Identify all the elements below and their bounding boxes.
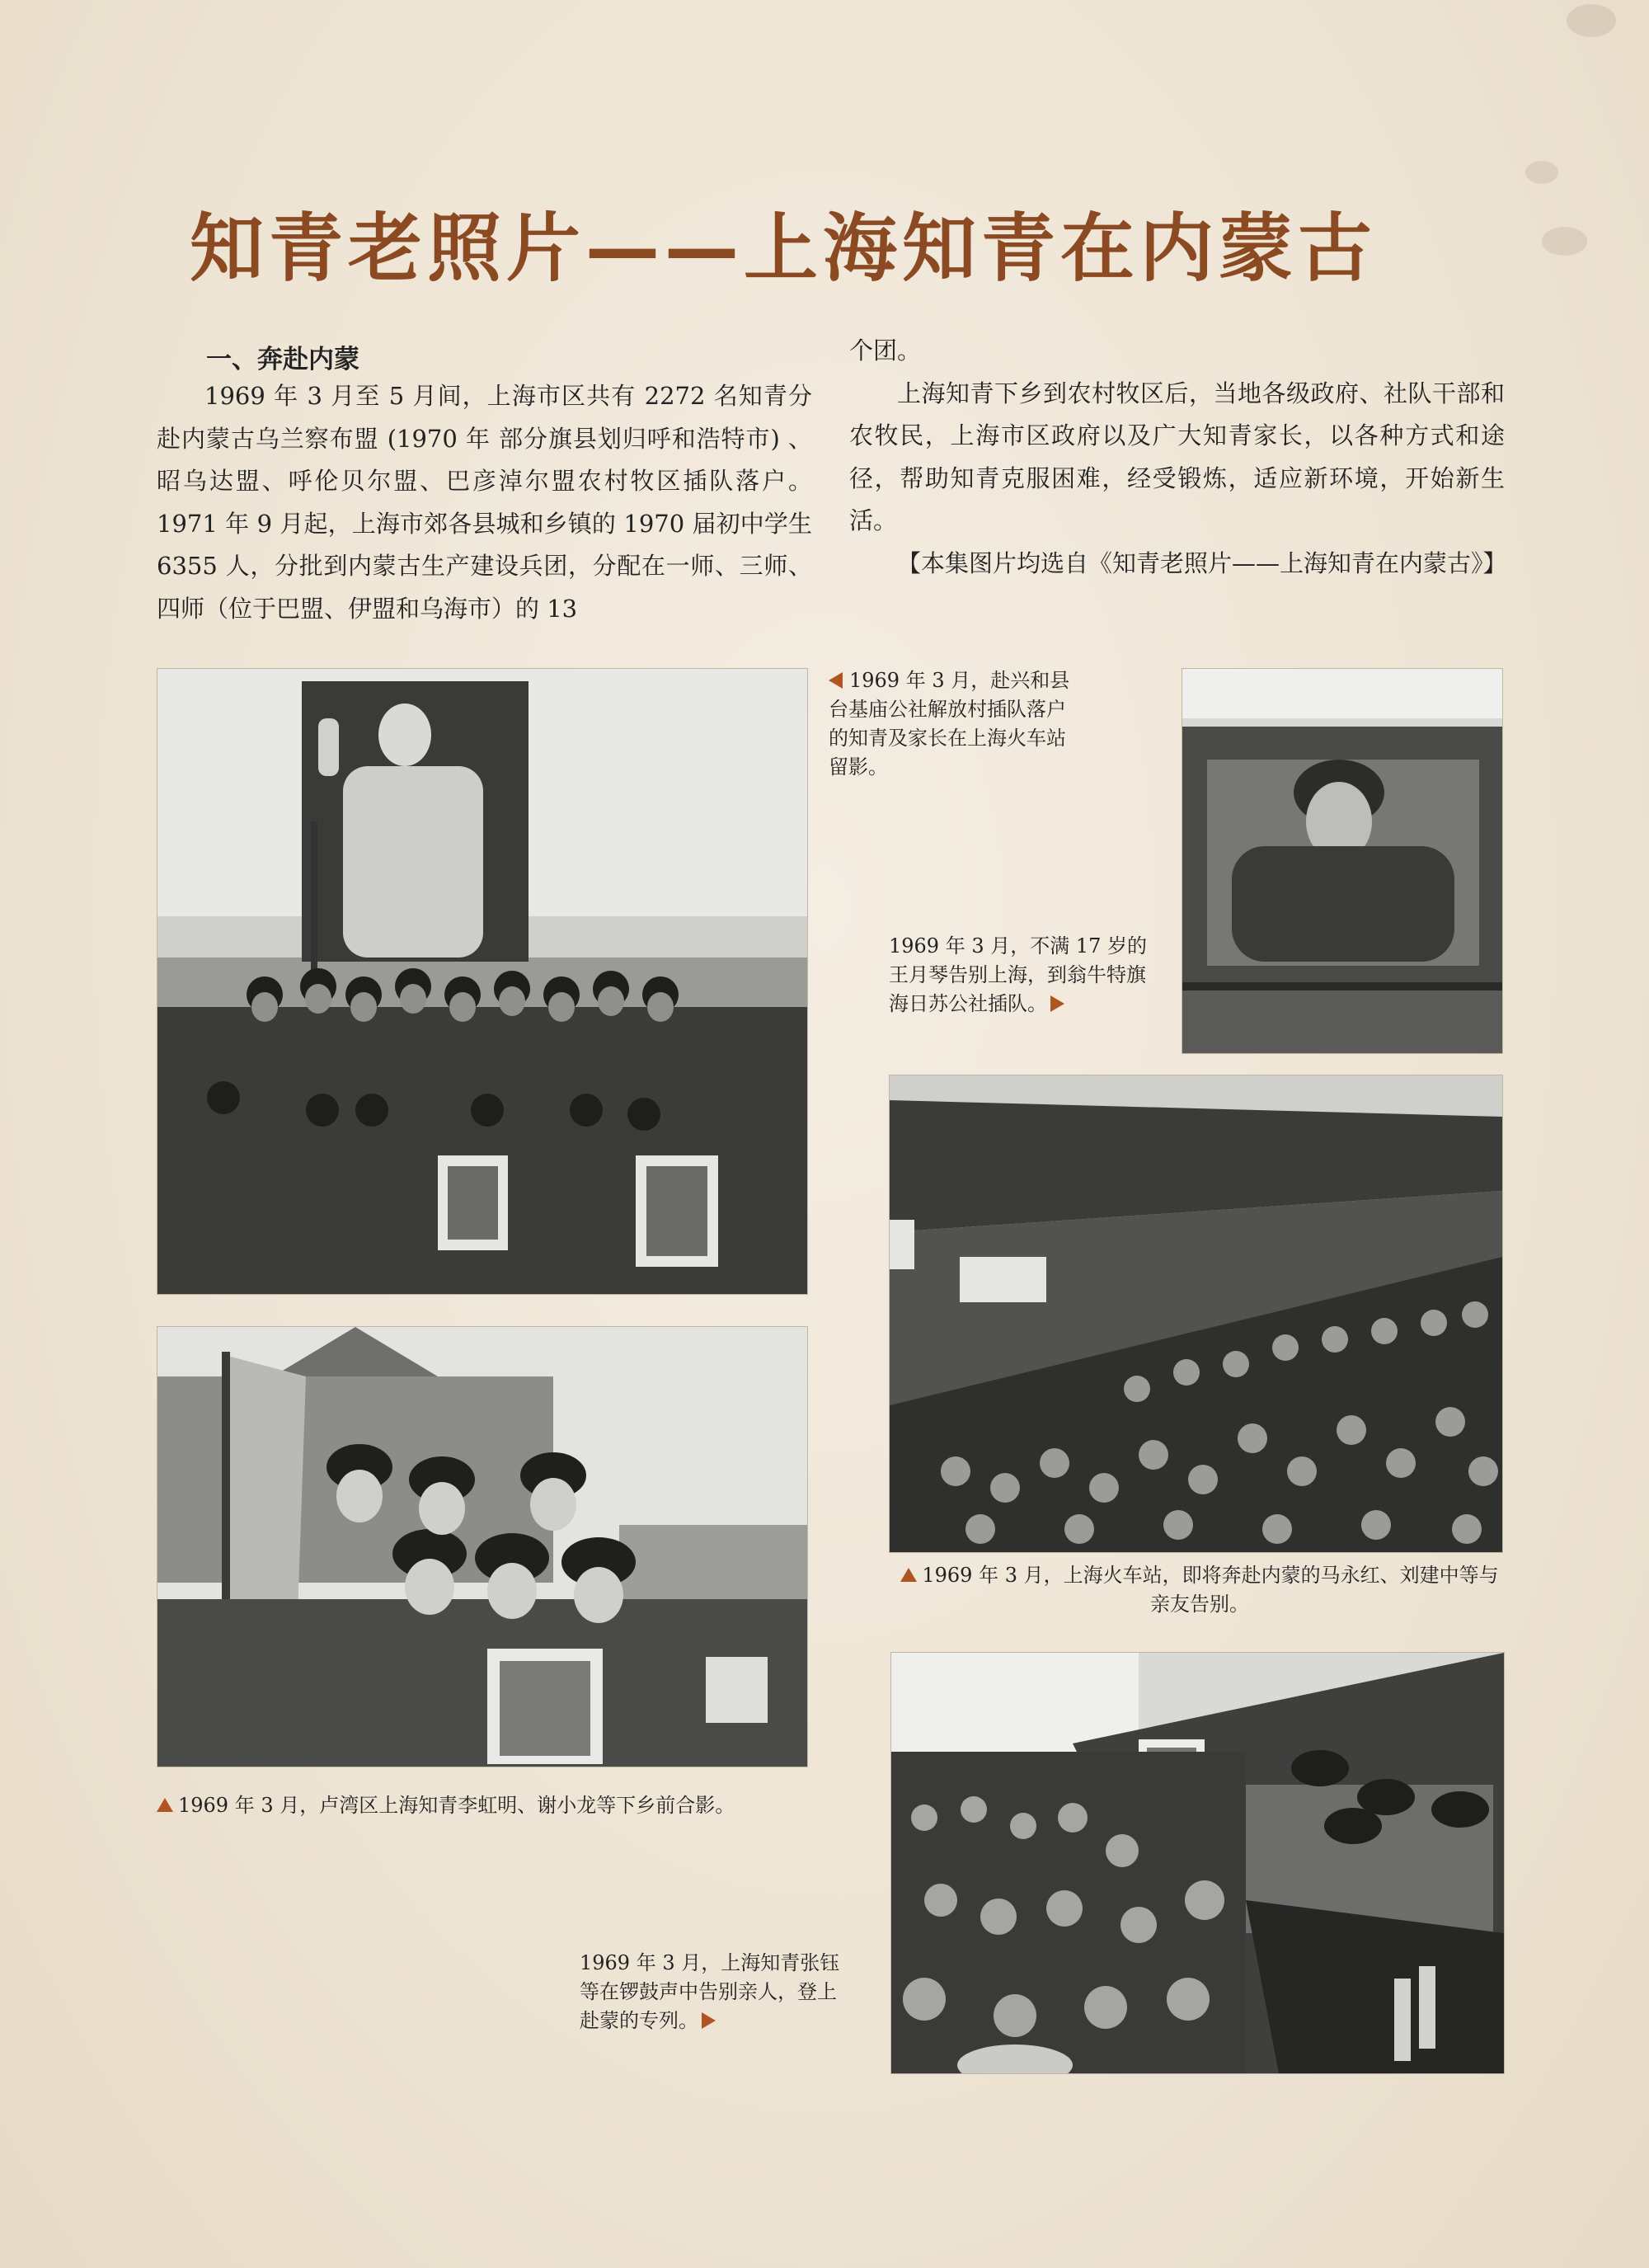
continuation-text: 个团。 [849, 336, 922, 365]
photo-train-farewell [889, 1075, 1503, 1553]
photo-luwan-group [157, 1326, 808, 1767]
caption-girl-window: 1969 年 3 月，不满 17 岁的王月琴告别上海，到翁牛特旗海日苏公社插队。 [889, 932, 1161, 1019]
right-column [849, 330, 1505, 585]
section-heading: 一、奔赴内蒙 [206, 345, 359, 374]
paper-stain [1567, 4, 1616, 37]
photo-drum-sendoff-image [891, 1653, 1504, 2073]
caption-station-group: 1969 年 3 月，赴兴和县台基庙公社解放村插队落户的知青及家长在上海火车站留影。 [829, 666, 1072, 782]
paper-stain [1525, 161, 1558, 184]
caption-drum-sendoff: 1969 年 3 月，上海知青张钰等在锣鼓声中告别亲人，登上赴蒙的专列。 [580, 1949, 852, 2035]
photo-girl-window-image [1182, 669, 1502, 1053]
caption-train-farewell: 1969 年 3 月，上海火车站，即将奔赴内蒙的马永红、刘建中等与亲友告别。 [895, 1561, 1505, 1619]
photo-girl-window [1182, 668, 1503, 1054]
photo-station-group-image [157, 669, 807, 1294]
photo-luwan-group-image [157, 1327, 807, 1767]
intro-paragraph: 1969 年 3 月至 5 月间，上海市区共有 2272 名知青分赴内蒙古乌兰察布盟 (1970 年 部分旗县划归呼和浩特市) 、昭乌达盟、呼伦贝尔盟、巴彦淖尔盟农村牧区插队落户。1971 年 9 月起，上海市郊各县城和乡镇的 1970 届初中学生 6355 人，分批到内蒙古生产建设兵团，分配在一师、三师、四师（位于巴盟、伊盟和乌海市）的 13 [157, 382, 812, 623]
photo-drum-sendoff [890, 1652, 1505, 2074]
paper-stain [1542, 227, 1587, 256]
photo-station-group [157, 668, 808, 1295]
photo-train-farewell-image [890, 1075, 1502, 1552]
page-title: 知青老照片——上海知青在内蒙古 [190, 205, 1377, 292]
left-column [157, 375, 812, 630]
support-paragraph: 上海知青下乡到农村牧区后，当地各级政府、社队干部和农牧民，上海市区政府以及广大知青家长，以各种方式和途径，帮助知青克服困难，经受锻炼，适应新环境，开始新生活。 [849, 379, 1505, 534]
source-note: 【本集图片均选自《知青老照片——上海知青在内蒙古》】 [897, 548, 1507, 577]
caption-luwan-group: 1969 年 3 月，卢湾区上海知青李虹明、谢小龙等下乡前合影。 [157, 1791, 816, 1820]
